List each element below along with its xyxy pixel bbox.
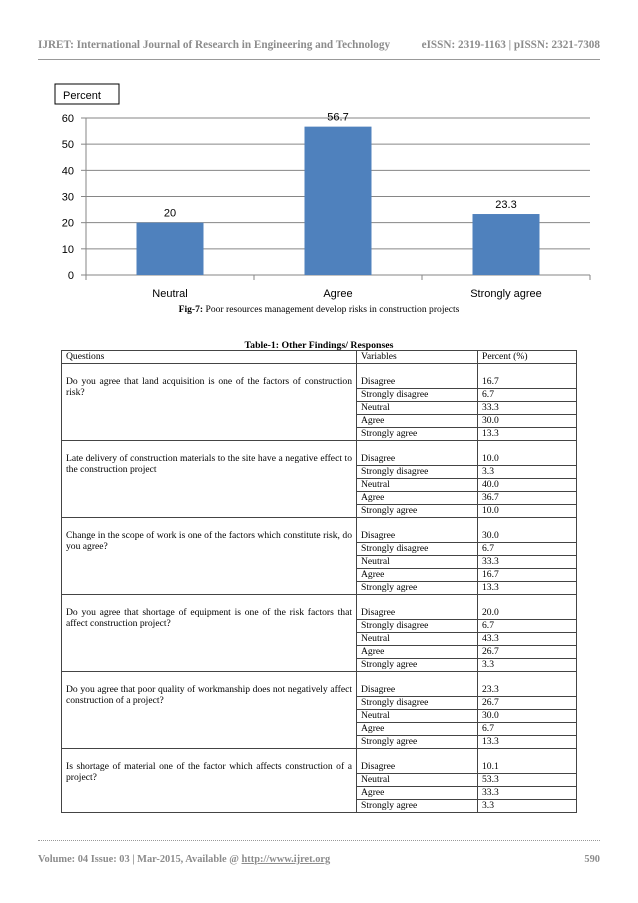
variable-cell: Strongly agree bbox=[357, 736, 478, 749]
question-cell: Late delivery of construction materials to the site have a negative effect to the construction project bbox=[62, 441, 357, 518]
percent-cell: 26.7 bbox=[478, 697, 577, 710]
page-number: 590 bbox=[584, 854, 600, 865]
variable-cell: Disagree bbox=[357, 749, 478, 774]
variable-cell: Strongly agree bbox=[357, 505, 478, 518]
table-row bbox=[62, 672, 577, 697]
bar-chart bbox=[38, 75, 600, 315]
variable-cell: Strongly agree bbox=[357, 659, 478, 672]
variable-cell: Strongly agree bbox=[357, 582, 478, 595]
percent-cell: 53.3 bbox=[478, 774, 577, 787]
variable-cell: Agree bbox=[357, 415, 478, 428]
y-tick-label: 60 bbox=[61, 113, 74, 125]
header-questions: Questions bbox=[62, 351, 357, 364]
bar-value-label: 56.7 bbox=[327, 111, 349, 124]
variable-cell: Disagree bbox=[357, 441, 478, 466]
percent-cell: 23.3 bbox=[478, 672, 577, 697]
question-cell: Is shortage of material one of the factor which affects construction of a project? bbox=[62, 749, 357, 813]
y-tick-label: 0 bbox=[67, 270, 74, 282]
percent-cell: 36.7 bbox=[478, 492, 577, 505]
variable-cell: Strongly agree bbox=[357, 428, 478, 441]
journal-link[interactable]: http://www.ijret.org bbox=[241, 854, 331, 865]
header-variables: Variables bbox=[357, 351, 478, 364]
percent-cell: 33.3 bbox=[478, 787, 577, 800]
percent-cell: 30.0 bbox=[478, 710, 577, 723]
table-row bbox=[62, 749, 577, 774]
variable-cell: Agree bbox=[357, 569, 478, 582]
percent-cell: 6.7 bbox=[478, 620, 577, 633]
percent-cell: 30.0 bbox=[478, 415, 577, 428]
percent-cell: 26.7 bbox=[478, 646, 577, 659]
percent-cell: 3.3 bbox=[478, 659, 577, 672]
bar-strongly-agree bbox=[473, 214, 540, 275]
y-tick-label: 20 bbox=[61, 217, 74, 230]
variable-cell: Disagree bbox=[357, 672, 478, 697]
bar-value-label: 23.3 bbox=[495, 199, 517, 212]
percent-cell: 10.0 bbox=[478, 505, 577, 518]
variable-cell: Strongly disagree bbox=[357, 466, 478, 479]
variable-cell: Disagree bbox=[357, 364, 478, 389]
percent-cell: 40.0 bbox=[478, 479, 577, 492]
percent-cell: 16.7 bbox=[478, 569, 577, 582]
percent-cell: 6.7 bbox=[478, 723, 577, 736]
variable-cell: Neutral bbox=[357, 556, 478, 569]
percent-cell: 10.1 bbox=[478, 749, 577, 774]
variable-cell: Neutral bbox=[357, 402, 478, 415]
percent-cell: 13.3 bbox=[478, 428, 577, 441]
y-tick-label: 40 bbox=[61, 165, 74, 178]
percent-cell: 13.3 bbox=[478, 736, 577, 749]
legend-label: Percent bbox=[63, 90, 101, 102]
variable-cell: Strongly agree bbox=[357, 800, 478, 813]
figure-label: Fig-7: bbox=[178, 304, 204, 315]
issn: eISSN: 2319-1163 | pISSN: 2321-7308 bbox=[421, 39, 600, 51]
table-row bbox=[62, 595, 577, 620]
x-tick-label: Agree bbox=[323, 288, 353, 300]
variable-cell: Agree bbox=[357, 787, 478, 800]
y-tick-label: 50 bbox=[61, 139, 74, 152]
variable-cell: Strongly disagree bbox=[357, 543, 478, 556]
table-row bbox=[62, 364, 577, 389]
figure-caption-text: Poor resources management develop risks in construction projects bbox=[205, 304, 460, 315]
percent-cell: 20.0 bbox=[478, 595, 577, 620]
variable-cell: Disagree bbox=[357, 595, 478, 620]
question-cell: Do you agree that poor quality of workmanship does not negatively affect construction of a project? bbox=[62, 672, 357, 749]
variable-cell: Strongly disagree bbox=[357, 620, 478, 633]
variable-cell: Neutral bbox=[357, 633, 478, 646]
variable-cell: Disagree bbox=[357, 518, 478, 543]
running-footer bbox=[38, 854, 600, 865]
variable-cell: Neutral bbox=[357, 710, 478, 723]
y-tick-label: 30 bbox=[61, 191, 74, 204]
x-tick-label: Strongly agree bbox=[470, 288, 542, 300]
variable-cell: Agree bbox=[357, 646, 478, 659]
figure-caption bbox=[0, 304, 638, 315]
footer-rule bbox=[38, 840, 600, 841]
variable-cell: Agree bbox=[357, 492, 478, 505]
percent-cell: 3.3 bbox=[478, 466, 577, 479]
table-title: Table-1: Other Findings/ Responses bbox=[244, 340, 394, 351]
journal-name: IJRET: International Journal of Research in Engineering and Technology bbox=[38, 39, 391, 51]
percent-cell: 3.3 bbox=[478, 800, 577, 813]
running-header bbox=[38, 39, 600, 57]
header-rule bbox=[38, 59, 600, 60]
variable-cell: Agree bbox=[357, 723, 478, 736]
bar-agree bbox=[305, 127, 372, 275]
bar-value-label: 20 bbox=[163, 207, 177, 220]
percent-cell: 30.0 bbox=[478, 518, 577, 543]
percent-cell: 6.7 bbox=[478, 389, 577, 402]
table-row bbox=[62, 518, 577, 543]
percent-cell: 13.3 bbox=[478, 582, 577, 595]
percent-cell: 43.3 bbox=[478, 633, 577, 646]
table-row bbox=[62, 441, 577, 466]
header-percent: Percent (%) bbox=[478, 351, 577, 364]
percent-cell: 6.7 bbox=[478, 543, 577, 556]
findings-table bbox=[61, 350, 577, 813]
table-header-row bbox=[62, 351, 577, 364]
bar-neutral bbox=[137, 223, 204, 275]
x-tick-label: Neutral bbox=[152, 288, 188, 300]
variable-cell: Strongly disagree bbox=[357, 389, 478, 402]
percent-cell: 10.0 bbox=[478, 441, 577, 466]
percent-cell: 16.7 bbox=[478, 364, 577, 389]
variable-cell: Strongly disagree bbox=[357, 697, 478, 710]
footer-volume: Volume: 04 Issue: 03 | Mar-2015, Available @ http://www.ijret.org bbox=[38, 854, 331, 865]
percent-cell: 33.3 bbox=[478, 556, 577, 569]
variable-cell: Neutral bbox=[357, 774, 478, 787]
question-cell: Do you agree that land acquisition is one of the factors of construction risk? bbox=[62, 364, 357, 441]
question-cell: Change in the scope of work is one of the factors which constitute risk, do you agree? bbox=[62, 518, 357, 595]
question-cell: Do you agree that shortage of equipment is one of the risk factors that affect construction project? bbox=[62, 595, 357, 672]
percent-cell: 33.3 bbox=[478, 402, 577, 415]
y-tick-label: 10 bbox=[61, 243, 74, 256]
variable-cell: Neutral bbox=[357, 479, 478, 492]
